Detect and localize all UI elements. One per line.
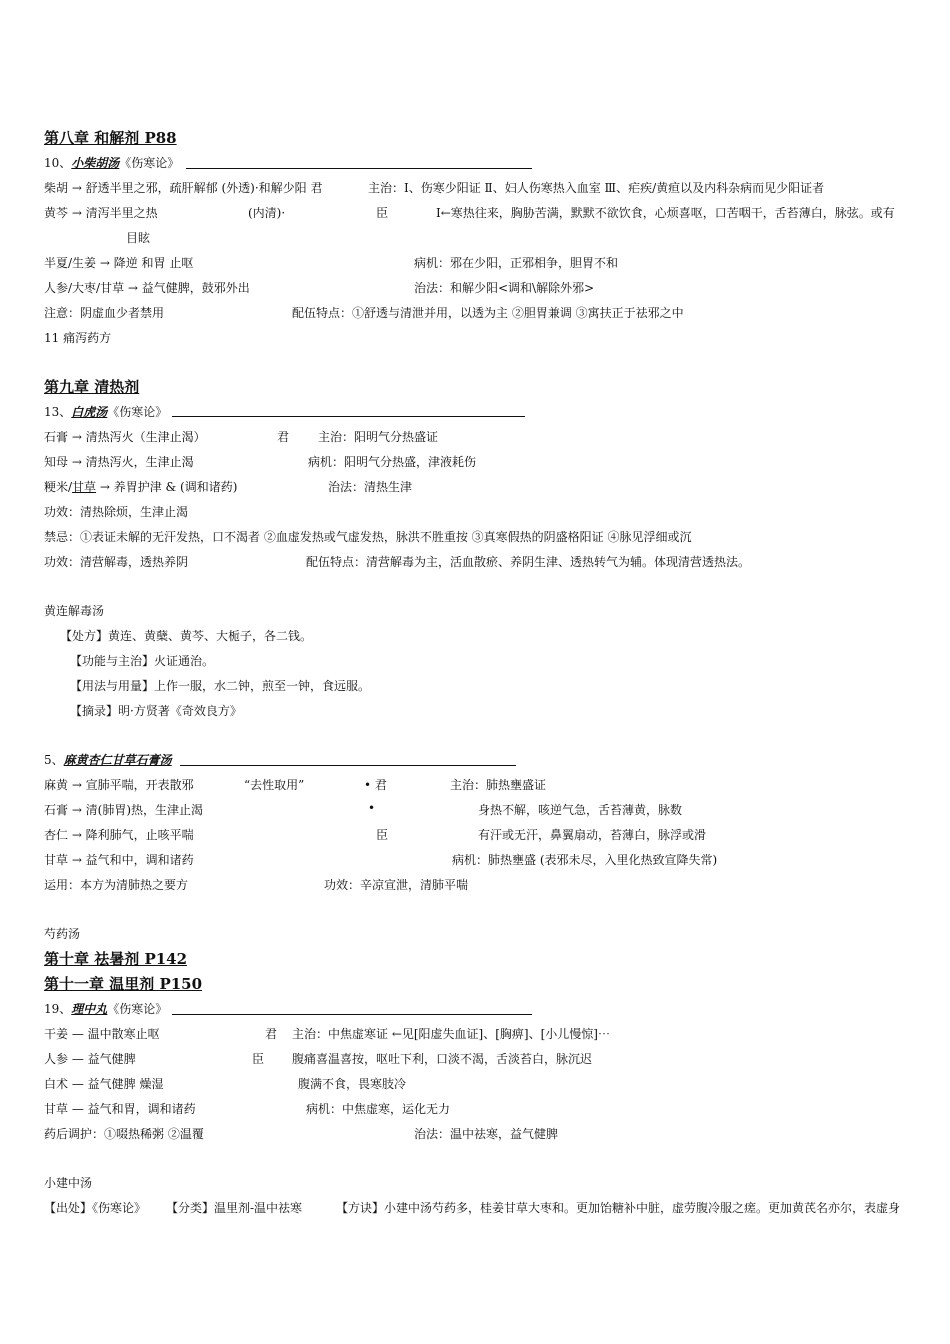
fill-in-line (186, 168, 532, 169)
shaoyao-title: 芍药汤 (44, 927, 81, 941)
recipe-name: 小柴胡汤 (71, 156, 120, 170)
gancao-line: 甘草 → 益气和中，调和诸药 (44, 853, 194, 867)
mahuang-note: “去性取用” (244, 778, 305, 792)
pathogenesis-line: 病机：阳明气分热盛，津液耗伤 (308, 455, 477, 469)
fill-in-line (172, 416, 525, 417)
chapter-11-heading: 第十一章 温里剂 P150 (44, 975, 203, 993)
fill-in-line (172, 1014, 532, 1015)
mahuang-line: 麻黄 → 宣肺平喘，开表散邪 (44, 778, 194, 792)
recipe-name: 白虎汤 (71, 405, 108, 419)
xingren-line: 杏仁 → 降利肺气，止咳平喘 (44, 828, 194, 842)
excerpt-line: 【摘录】明·方贤著《奇效良方》 (70, 704, 242, 718)
compatibility-line: 配伍特点：①舒透与清泄并用，以透为主 ②胆胃兼调 ③寓扶正于祛邪之中 (292, 306, 684, 320)
minister-label: 臣 (252, 1052, 265, 1066)
huangqin-line: 黄芩 → 清泻半里之热 (44, 206, 158, 220)
jingmi-effect: → 养胃护津 & (调和诸药) (96, 480, 238, 494)
recipe-source: 《伤寒论》 (107, 405, 168, 419)
recipe-header-baihu (44, 403, 167, 420)
treatment-line: 治法：和解少阳<调和\解除外邪> (414, 281, 595, 295)
source-field: 【出处】《伤寒论》 (44, 1201, 147, 1215)
shigao-line: 石膏 → 清热泻火（生津止渴） (44, 430, 206, 444)
usage-line: 【用法与用量】上作一服，水二钟，煎至一钟，食远服。 (70, 679, 371, 693)
zhimu-line: 知母 → 清热泻火，生津止渴 (44, 455, 194, 469)
recipe-number: 19、 (44, 1002, 72, 1016)
indication-line: 主治：阳明气分热盛证 (318, 430, 439, 444)
huanglian-title: 黄连解毒汤 (44, 604, 105, 618)
chapter-9-heading: 第九章 清热剂 (44, 378, 140, 396)
chaihu-line: 柴胡 → 舒透半里之邪，疏肝解郁 (外透)·和解少阳 君 (44, 181, 323, 195)
recipe-header-lizhong (44, 1000, 167, 1017)
monarch-label: 君 (277, 430, 290, 444)
ganjiang-line: 干姜 — 温中散寒止呕 (44, 1027, 160, 1041)
indication-line: 主治：Ⅰ、伤寒少阳证 Ⅱ、妇人伤寒热入血室 Ⅲ、疟疾/黄疸以及内科杂病而见少阳证者 (368, 181, 825, 195)
function-line: 【功能与主治】火证通治。 (70, 654, 215, 668)
recipe-name: 麻黄杏仁甘草石膏汤 (63, 753, 172, 767)
pathogenesis-line: 病机：中焦虚寒，运化无力 (306, 1102, 451, 1116)
monarch-label: 君 (265, 1027, 278, 1041)
symptoms-line-2: 腹满不食，畏寒肢冷 (298, 1077, 407, 1091)
symptoms-line: 身热不解，咳逆气急，舌苔薄黄，脉数 (478, 803, 683, 817)
baizhu-line: 白术 — 益气健脾 燥湿 (44, 1077, 164, 1091)
banxia-line: 半夏/生姜 → 降逆 和胃 止呕 (44, 256, 194, 270)
jingmi-line (44, 478, 237, 495)
symptoms-line: Ⅰ←寒热往来，胸胁苦满，默默不欲饮食，心烦喜呕，口苦咽干，舌苔薄白，脉弦。或有 (436, 206, 895, 220)
treatment-line: 治法：温中祛寒，益气健脾 (414, 1127, 559, 1141)
shigao-line: 石膏 → 清(肺胃)热，生津止渴 (44, 803, 204, 817)
pathogenesis-line: 病机：肺热壅盛 (表邪未尽，入里化热致宣降失常) (452, 853, 718, 867)
recipe-number: 13、 (44, 405, 72, 419)
recipe-header-maxing (44, 751, 172, 768)
recipe-number: 5、 (44, 753, 64, 767)
indication-line: 主治：肺热壅盛证 (450, 778, 547, 792)
efficacy-line: 功效：清热除烦，生津止渴 (44, 505, 189, 519)
xiaojianzhong-title: 小建中汤 (44, 1176, 93, 1190)
treatment-line: 治法：清热生津 (328, 480, 413, 494)
application-line: 运用：本方为清肺热之要方 (44, 878, 189, 892)
minister-label: 臣 (376, 206, 389, 220)
compatibility-line: 配伍特点：清营解毒为主，活血散瘀、养阴生津、透热转气为辅。体现清营透热法。 (306, 555, 751, 569)
indication-line: 主治：中焦虚寒证 ←见[阳虚失血证]、[胸痹]、[小儿慢惊]⋯ (292, 1027, 610, 1041)
caution-line: 注意：阴虚血少者禁用 (44, 306, 165, 320)
formula-verse-field: 【方诀】小建中汤芍药多，桂姜甘草大枣和。更加饴糖补中脏，虚劳腹冷服之瘥。更加黄芪名亦尔，表虚身 (336, 1201, 901, 1215)
fill-in-line (180, 765, 516, 766)
symptoms-line: 腹痛喜温喜按，呕吐下利，口淡不渴，舌淡苔白，脉沉迟 (292, 1052, 593, 1066)
category-field: 【分类】温里剂-温中祛寒 (166, 1201, 303, 1215)
huangqin-note: (内清)· (248, 206, 286, 220)
minister-label: 臣 (376, 828, 389, 842)
recipe-number: 10、 (44, 156, 72, 170)
contraindication-line: 禁忌：①表证未解的无汗发热，口不渴者 ②血虚发热或气虚发热，脉洪不胜重按 ③真寒假热的阴盛格阳证 ④脉见浮细或沉 (44, 530, 692, 544)
symptoms-wrap: 目眩 (126, 231, 151, 245)
symptoms-line-2: 有汗或无汗，鼻翼扇动，苔薄白，脉浮或滑 (478, 828, 707, 842)
recipe-name: 理中丸 (71, 1002, 108, 1016)
efficacy-line: 功效：辛凉宣泄，清肺平喘 (324, 878, 469, 892)
chapter-10-heading: 第十章 祛暑剂 P142 (44, 950, 188, 968)
monarch-label: • 君 (364, 778, 387, 792)
gancao-line: 甘草 — 益气和胃，调和诸药 (44, 1102, 196, 1116)
aftercare-line: 药后调护：①啜热稀粥 ②温覆 (44, 1127, 204, 1141)
recipe-11-line: 11 痛泻药方 (44, 331, 112, 345)
renshen-line: 人参 — 益气健脾 (44, 1052, 136, 1066)
renshen-line: 人参/大枣/甘草 → 益气健脾，鼓邪外出 (44, 281, 250, 295)
jingmi-label: 粳米/ (44, 480, 73, 494)
prescription-line: 【处方】黄连、黄蘖、黄芩、大栀子，各二钱。 (60, 629, 313, 643)
recipe-source: 《伤寒论》 (107, 1002, 168, 1016)
gancao-label: 甘草 (72, 480, 97, 494)
efficacy-line-2: 功效：清营解毒，透热养阴 (44, 555, 189, 569)
pathogenesis-line: 病机：邪在少阳，正邪相争，胆胃不和 (414, 256, 619, 270)
recipe-header-xiaochaihu (44, 154, 179, 171)
chapter-8-heading: 第八章 和解剂 P88 (44, 129, 177, 147)
bullet: • (368, 801, 376, 815)
recipe-source: 《伤寒论》 (119, 156, 180, 170)
